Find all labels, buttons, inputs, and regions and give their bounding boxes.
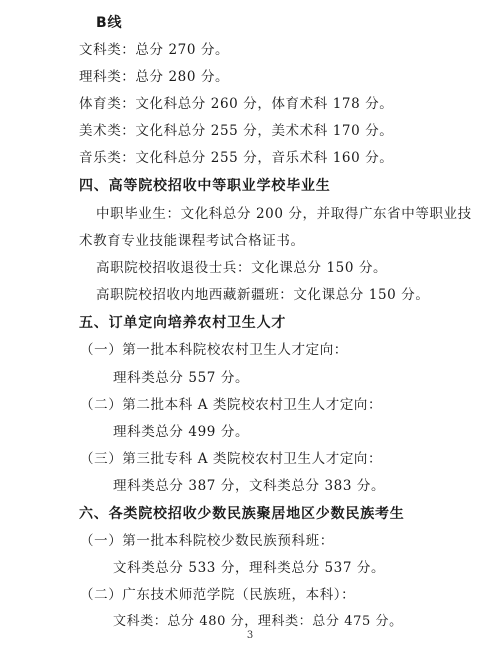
score-line-sports: 体育类：文化科总分 260 分，体育术科 178 分。	[79, 96, 394, 112]
paragraph-line: 术教育专业技能课程考试合格证书。	[79, 233, 305, 249]
list-item-2: （二）广东技术师范学院（民族班，本科）：	[80, 587, 356, 603]
section-heading-6: 六、各类院校招收少数民族聚居地区少数民族考生	[79, 506, 405, 522]
score-line-science: 理科类：总分 280 分。	[79, 69, 230, 85]
score-line-liberal-arts: 文科类：总分 270 分。	[79, 42, 230, 58]
paragraph-line: 高职院校招收退役士兵：文化课总分 150 分。	[96, 260, 388, 276]
list-item-detail: 文科类总分 533 分，理科类总分 537 分。	[113, 560, 386, 576]
list-item-3: （三）第三批专科 A 类院校农村卫生人才定向：	[80, 451, 383, 467]
paragraph-line: 中职毕业生：文化科总分 200 分，并取得广东省中等职业技	[96, 206, 472, 222]
list-item-detail: 理科类总分 387 分，文科类总分 383 分。	[113, 478, 386, 494]
list-item-1: （一）第一批本科院校农村卫生人才定向：	[80, 342, 348, 358]
page-number: 3	[246, 630, 254, 641]
list-item-1: （一）第一批本科院校少数民族预科班：	[80, 533, 334, 549]
list-item-detail: 文科类：总分 480 分，理科类：总分 475 分。	[113, 614, 403, 629]
section-heading-4: 四、高等院校招收中等职业学校毕业生	[79, 178, 331, 194]
section-heading-5: 五、订单定向培养农村卫生人才	[79, 315, 287, 331]
score-line-music: 音乐类：文化科总分 255 分，音乐术科 160 分。	[79, 150, 394, 166]
section-heading-b-line: B线	[96, 15, 123, 31]
list-item-detail: 理科类总分 557 分。	[113, 370, 250, 386]
paragraph-line: 高职院校招收内地西藏新疆班：文化课总分 150 分。	[96, 287, 430, 303]
list-item-detail: 理科类总分 499 分。	[113, 424, 250, 440]
list-item-2: （二）第二批本科 A 类院校农村卫生人才定向：	[80, 397, 383, 413]
score-line-fine-arts: 美术类：文化科总分 255 分，美术术科 170 分。	[79, 123, 394, 139]
